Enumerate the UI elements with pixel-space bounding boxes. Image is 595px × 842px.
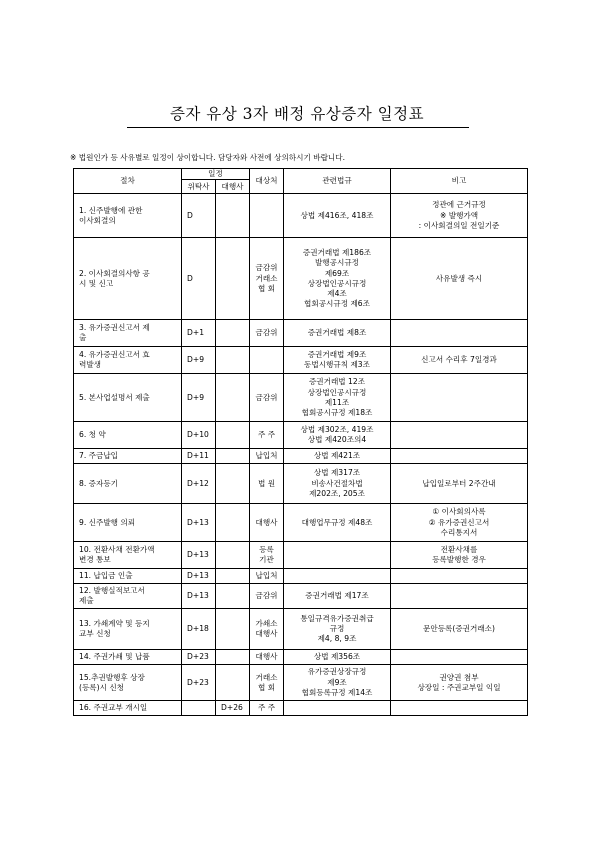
header-procedure: 절차 [74,169,182,194]
law-cell: 증권거래법 제17조 [284,584,391,609]
table-row [74,665,528,701]
remarks-cell: ① 이사회의사록 ② 유가증권신고서 수리통지서 [391,504,528,542]
remarks-cell [391,701,528,716]
agent-day-cell [216,320,250,347]
remarks-cell: 정관에 근거규정 ※ 발행가액 : 이사회결의일 전일기준 [391,194,528,238]
issuer-day-cell: D+23 [182,665,216,701]
issuer-day-cell: D+23 [182,650,216,665]
law-cell: 상법 제356조 [284,650,391,665]
procedure-cell: 1. 신주발행에 관한 이사회결의 [74,194,182,238]
issuer-day-cell: D+9 [182,374,216,422]
target-cell: 주 주 [250,422,284,449]
law-cell: 상법 제317조 비송사건절차법 제202조, 205조 [284,464,391,504]
table-row [74,504,528,542]
issuer-day-cell: D+10 [182,422,216,449]
procedure-cell: 8. 증자등기 [74,464,182,504]
remarks-cell [391,569,528,584]
remarks-cell [391,584,528,609]
law-cell: 상법 제416조, 418조 [284,194,391,238]
target-cell [250,347,284,374]
remarks-cell [391,422,528,449]
schedule-table [73,168,528,716]
target-cell: 금감위 [250,584,284,609]
procedure-cell: 7. 주금납입 [74,449,182,464]
remarks-cell: 납입일로부터 2주간내 [391,464,528,504]
target-cell: 납입처 [250,449,284,464]
target-cell: 주 주 [250,701,284,716]
procedure-cell: 6. 청 약 [74,422,182,449]
table-row [74,542,528,569]
page-title: 증자 유상 3자 배정 유상증자 일정표 [169,105,425,123]
target-cell: 등록 기관 [250,542,284,569]
target-cell: 거래소 협 회 [250,665,284,701]
agent-day-cell [216,374,250,422]
law-cell [284,569,391,584]
agent-day-cell [216,504,250,542]
remarks-cell: 문안등록(증권거래소) [391,609,528,650]
remarks-cell: 권양권 첨부 상장일 : 주권교부일 익일 [391,665,528,701]
table-row [74,449,528,464]
remarks-cell [391,374,528,422]
table-row [74,422,528,449]
target-cell: 금감위 [250,320,284,347]
procedure-cell: 14. 주권가쇄 및 납품 [74,650,182,665]
law-cell: 통일규격유가증권취급 규정 제4, 8, 9조 [284,609,391,650]
remarks-cell: 사유발생 즉시 [391,238,528,320]
header-agent: 대행사 [216,180,250,194]
schedule-note: ※ 법원인가 등 사유별로 일정이 상이합니다. 담당자와 사전에 상의하시기 바랍니다. [70,153,345,162]
agent-day-cell [216,194,250,238]
procedure-cell: 2. 이사회결의사항 공 시 및 신고 [74,238,182,320]
table-row [74,569,528,584]
header-schedule: 일정 [182,169,250,180]
table-row [74,701,528,716]
table-row [74,320,528,347]
agent-day-cell [216,347,250,374]
law-cell: 증권거래법 제8조 [284,320,391,347]
agent-day-cell [216,449,250,464]
agent-day-cell [216,464,250,504]
issuer-day-cell: D+13 [182,584,216,609]
header-target: 대상처 [250,169,284,194]
table-row [74,609,528,650]
target-cell: 대행사 [250,650,284,665]
remarks-cell [391,320,528,347]
agent-day-cell [216,569,250,584]
law-cell: 대행업무규정 제48조 [284,504,391,542]
issuer-day-cell: D+9 [182,347,216,374]
agent-day-cell: D+26 [216,701,250,716]
law-cell [284,542,391,569]
procedure-cell: 10. 전환사채 전환가액 변경 통보 [74,542,182,569]
target-cell [250,194,284,238]
issuer-day-cell: D+13 [182,504,216,542]
target-cell: 대행사 [250,504,284,542]
issuer-day-cell: D [182,194,216,238]
agent-day-cell [216,665,250,701]
procedure-cell: 13. 가쇄계약 및 등지 교부 신청 [74,609,182,650]
table-row [74,464,528,504]
procedure-cell: 16. 주권교부 개시일 [74,701,182,716]
law-cell: 상법 제302조, 419조 상법 제420조의4 [284,422,391,449]
procedure-cell: 9. 신주발행 의뢰 [74,504,182,542]
header-issuer: 위탁사 [182,180,216,194]
table-row [74,347,528,374]
law-cell: 유가증권상장규정 제9조 협회등록규정 제14조 [284,665,391,701]
procedure-cell: 15.추권발행후 상장 (등록)시 신청 [74,665,182,701]
remarks-cell: 신고서 수리후 7일경과 [391,347,528,374]
header-law: 관련법규 [284,169,391,194]
issuer-day-cell: D+18 [182,609,216,650]
remarks-cell: 전환사채를 등록발행한 경우 [391,542,528,569]
target-cell: 가쇄소 대행사 [250,609,284,650]
agent-day-cell [216,584,250,609]
table-row [74,374,528,422]
issuer-day-cell: D [182,238,216,320]
target-cell: 납입처 [250,569,284,584]
title-underline [127,127,469,128]
agent-day-cell [216,609,250,650]
remarks-cell [391,650,528,665]
issuer-day-cell: D+12 [182,464,216,504]
law-cell: 상법 제421조 [284,449,391,464]
issuer-day-cell: D+1 [182,320,216,347]
target-cell: 금감위 거래소 협 회 [250,238,284,320]
table-row [74,650,528,665]
agent-day-cell [216,238,250,320]
law-cell: 증권거래법 12조 상장법인공시규정 제11조 협회공시규정 제18조 [284,374,391,422]
procedure-cell: 5. 본사업설명서 제출 [74,374,182,422]
issuer-day-cell: D+13 [182,542,216,569]
procedure-cell: 3. 유가증권신고서 제 출 [74,320,182,347]
law-cell: 증권거래법 제9조 동법시행규칙 제3조 [284,347,391,374]
table-row [74,238,528,320]
procedure-cell: 11. 납입금 인출 [74,569,182,584]
procedure-cell: 4. 유가증권신고서 효 력발생 [74,347,182,374]
target-cell: 금감위 [250,374,284,422]
header-remarks: 비고 [391,169,528,194]
issuer-day-cell: D+13 [182,569,216,584]
issuer-day-cell [182,701,216,716]
target-cell: 법 원 [250,464,284,504]
table-row [74,194,528,238]
procedure-cell: 12. 발행실적보고서 제출 [74,584,182,609]
remarks-cell [391,449,528,464]
agent-day-cell [216,422,250,449]
agent-day-cell [216,650,250,665]
law-cell: 증권거래법 제186조 발행공시규정 제69조 상장법인공시규정 제4조 협회공시규정 제6조 [284,238,391,320]
table-row [74,584,528,609]
agent-day-cell [216,542,250,569]
issuer-day-cell: D+11 [182,449,216,464]
law-cell [284,701,391,716]
